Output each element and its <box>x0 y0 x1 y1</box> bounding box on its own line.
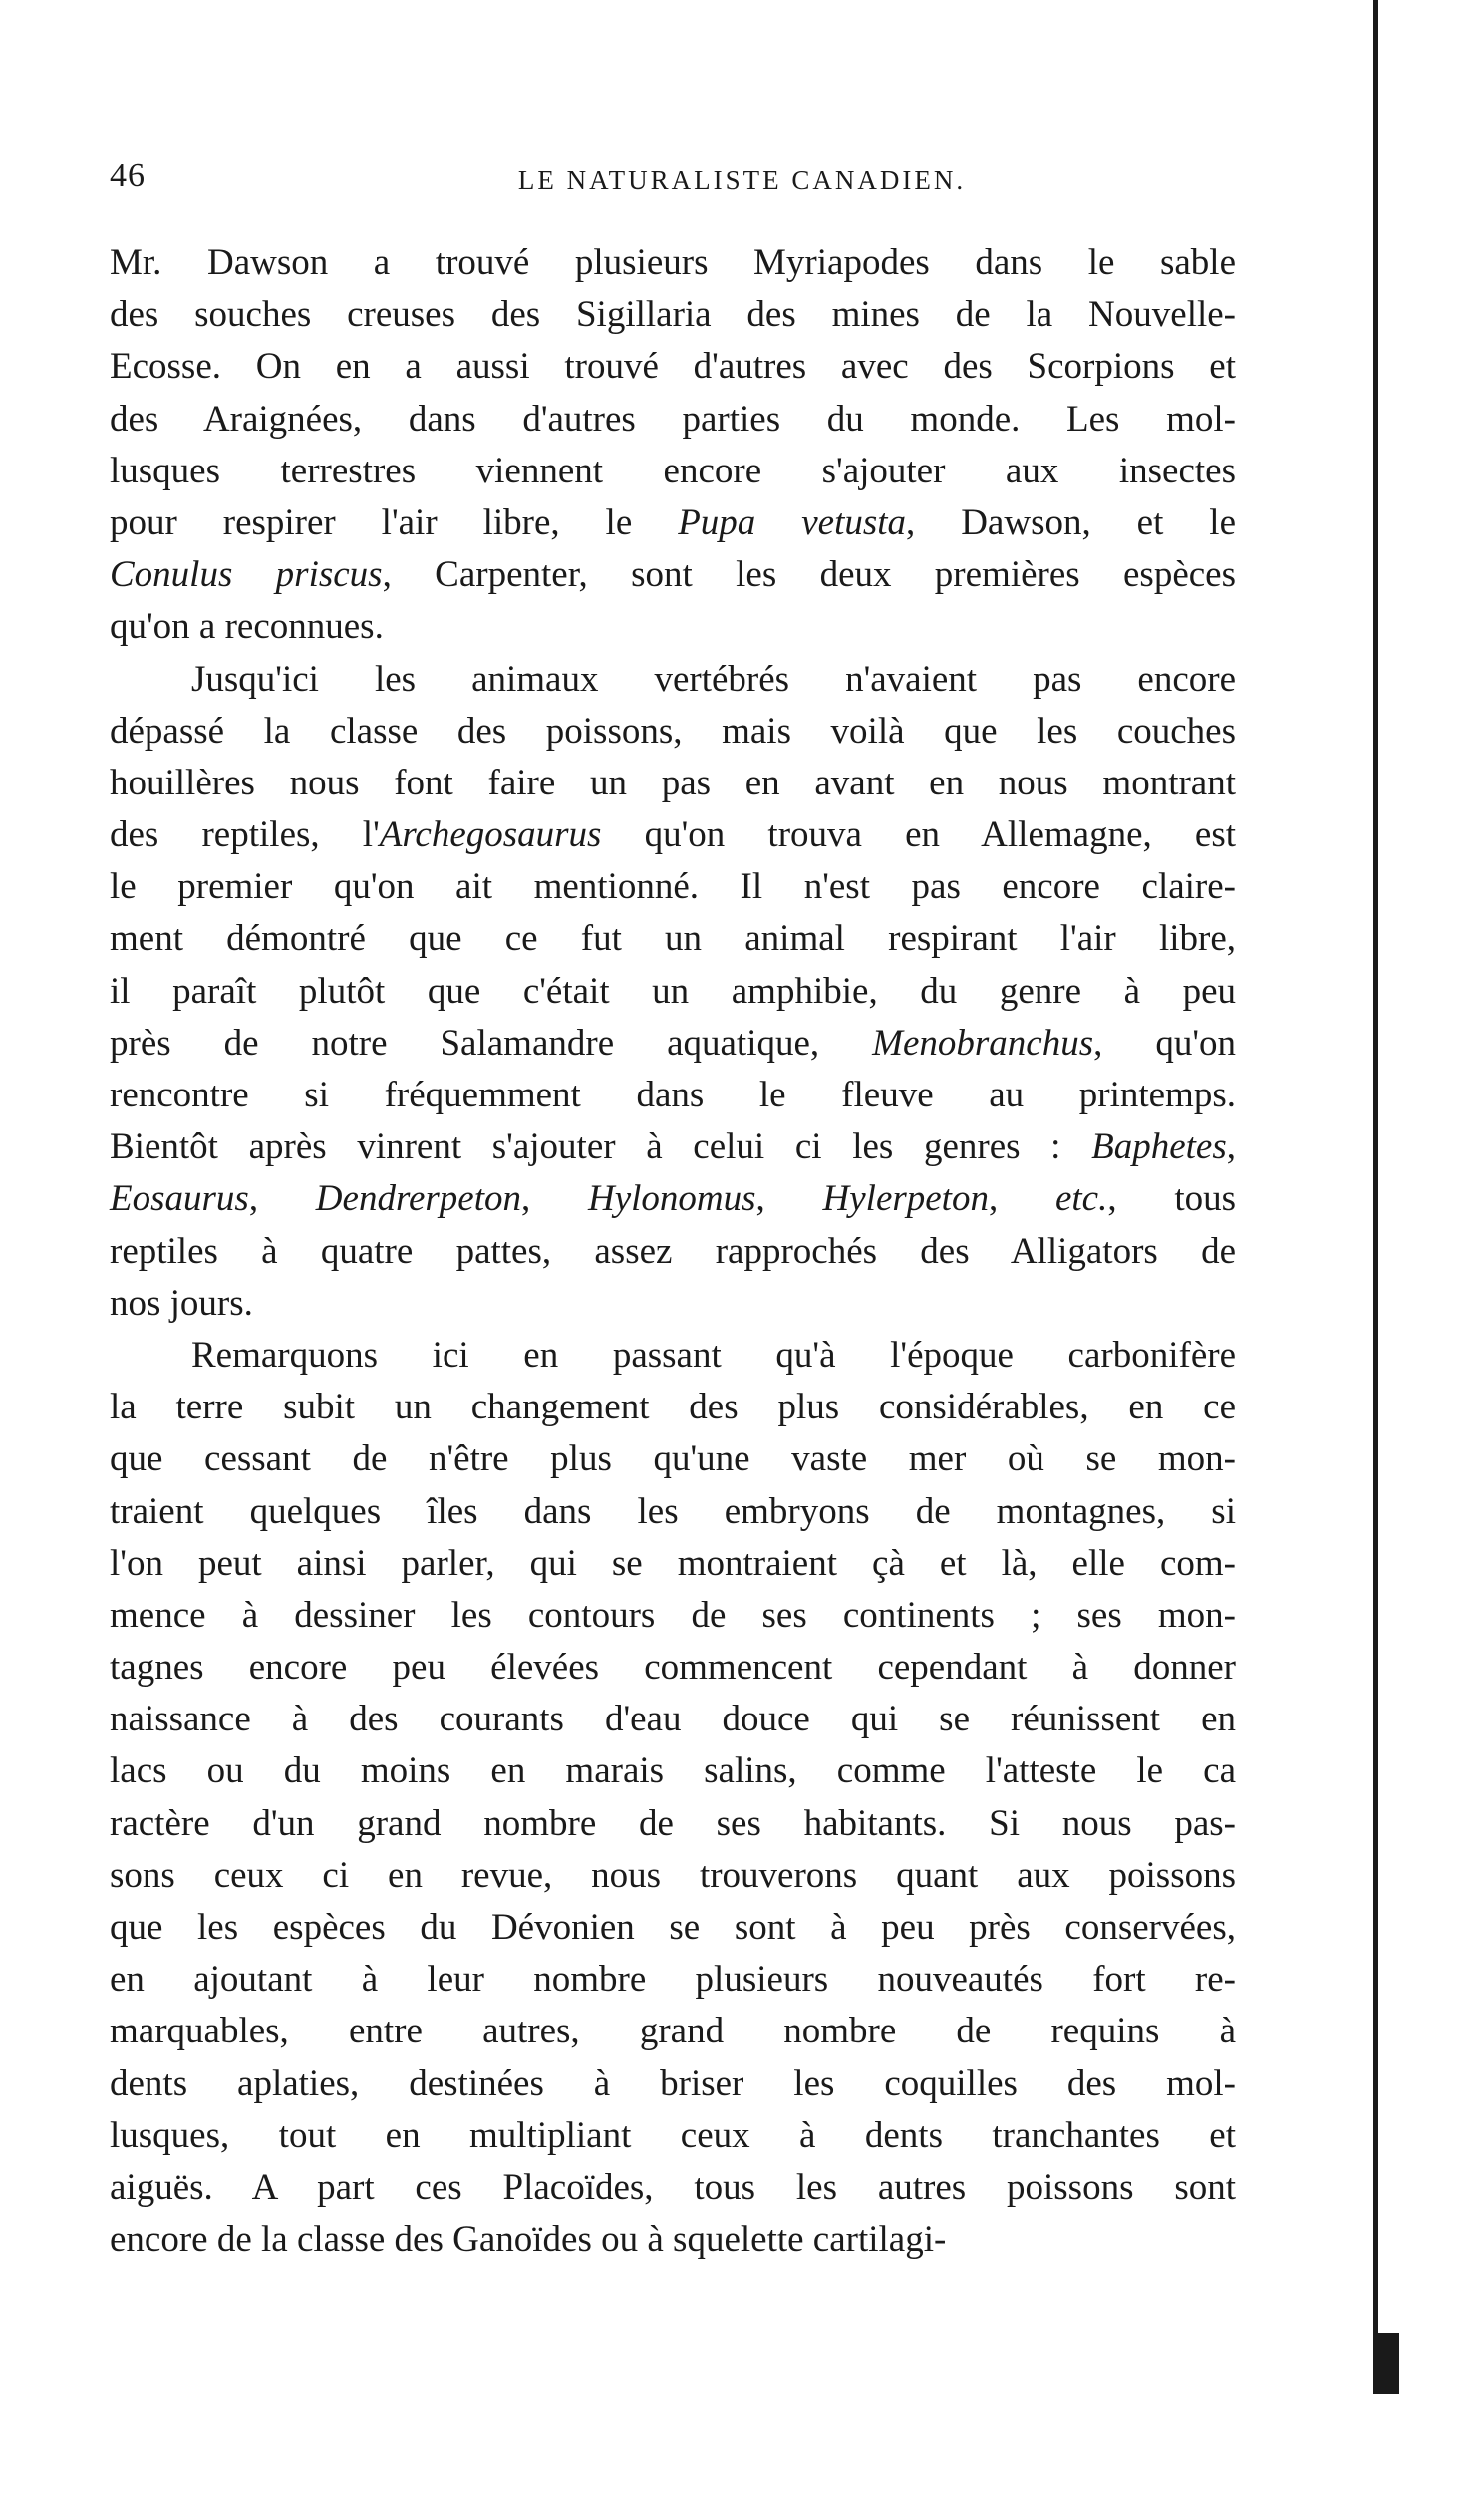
text-segment: que cessant de n'être plus qu'une vaste mer où se mon- <box>110 1438 1236 1480</box>
italic-term: Pupa vetusta <box>678 501 907 543</box>
paragraph <box>110 654 1236 1330</box>
text-segment: lusques, tout en multipliant ceux à dents tranchantes et <box>110 2114 1236 2156</box>
text-segment: lacs ou du moins en marais salins, comme l'atteste le ca <box>110 1750 1236 1792</box>
text-segment: qu'on trouva en Allemagne, est <box>601 814 1237 856</box>
text-line <box>110 1902 1236 1954</box>
text-line <box>110 966 1236 1018</box>
text-line <box>110 1018 1236 1070</box>
text-segment: rencontre si fréquemment dans le fleuve au printemps. <box>110 1075 1236 1115</box>
text-segment: marquables, entre autres, grand nombre de requins à <box>110 2011 1236 2052</box>
text-line <box>110 1850 1236 1902</box>
text-segment: , tous <box>1107 1178 1236 1220</box>
text-line <box>110 1590 1236 1642</box>
text-line <box>110 1433 1236 1485</box>
text-line <box>110 2162 1236 2214</box>
italic-term: Conulus priscus <box>110 554 383 596</box>
page-edge-rule <box>1373 0 1378 2382</box>
text-line <box>110 1382 1236 1433</box>
text-line <box>110 706 1236 758</box>
text-segment: tagnes encore peu élevées commencent cependant à donner <box>110 1647 1236 1689</box>
text-segment: naissance à des courants d'eau douce qui se réunissent en <box>110 1699 1236 1740</box>
text-segment: près de notre Salamandre aquatique, <box>110 1022 873 1064</box>
text-line <box>110 1954 1236 2006</box>
text-line <box>110 446 1236 497</box>
page-number: 46 <box>110 157 146 194</box>
italic-term: Hylonomus <box>587 1178 756 1220</box>
text-segment: lusques terrestres viennent encore s'ajouter aux insectes <box>110 450 1236 491</box>
text-segment: reptiles à quatre pattes, assez rapprochés des Alligators de <box>110 1230 1236 1272</box>
text-segment: ractère d'un grand nombre de ses habitants. Si nous pas- <box>110 1802 1236 1844</box>
text-segment: , <box>1226 1126 1236 1168</box>
text-line <box>110 2214 1236 2266</box>
text-segment: Mr. Dawson a trouvé plusieurs Myriapodes dans le sable <box>110 242 1236 283</box>
text-line <box>110 237 1236 289</box>
text-line <box>110 1330 1236 1382</box>
text-line <box>110 1121 1236 1173</box>
text-segment: nos jours. <box>110 1282 253 1324</box>
text-line <box>110 1642 1236 1694</box>
text-segment: ment démontré que ce fut un animal respirant l'air libre, <box>110 918 1236 960</box>
text-segment: houillères nous font faire un pas en avant en nous montrant <box>110 762 1236 803</box>
text-segment: , Dawson, et le <box>906 501 1236 543</box>
text-segment: aiguës. A part ces Placoïdes, tous les autres poissons sont <box>110 2166 1236 2208</box>
italic-term: Baphetes <box>1091 1126 1227 1168</box>
text-line <box>110 1538 1236 1590</box>
italic-term: Hylerpeton <box>822 1178 989 1220</box>
text-line <box>110 2058 1236 2110</box>
text-segment: que les espèces du Dévonien se sont à peu près conservées, <box>110 1907 1236 1948</box>
text-segment: , Carpenter, sont les deux premières espèces <box>382 554 1236 596</box>
text-segment: Jusqu'ici les animaux vertébrés n'avaient pas encore <box>191 658 1236 700</box>
text-segment: traient quelques îles dans les embryons de montagnes, si <box>110 1490 1236 1532</box>
text-line <box>110 1798 1236 1850</box>
text-segment: l'on peut ainsi parler, qui se montraient çà et là, elle com- <box>110 1542 1236 1584</box>
text-line <box>110 497 1236 549</box>
text-segment: des Araignées, dans d'autres parties du monde. Les mol- <box>110 398 1236 440</box>
text-segment: mence à dessiner les contours de ses continents ; ses mon- <box>110 1594 1236 1636</box>
text-segment: Bientôt après vinrent s'ajouter à celui ci les genres : <box>110 1126 1092 1168</box>
running-head: LE NATURALISTE CANADIEN. <box>517 165 967 195</box>
italic-term: Dendrerpeton <box>315 1178 521 1220</box>
text-segment: dents aplaties, destinées à briser les coquilles des mol- <box>110 2062 1236 2104</box>
text-segment: , <box>988 1178 1055 1220</box>
text-segment: , qu'on <box>1093 1022 1236 1064</box>
text-line <box>110 2110 1236 2162</box>
text-segment: , <box>248 1178 316 1220</box>
text-segment: il paraît plutôt que c'était un amphibie, du genre à peu <box>110 970 1236 1012</box>
text-segment: la terre subit un changement des plus considérables, en ce <box>110 1387 1236 1428</box>
italic-term: Eosaurus <box>110 1178 249 1220</box>
text-line <box>110 1486 1236 1538</box>
text-segment: le premier qu'on ait mentionné. Il n'est pas encore claire- <box>110 866 1236 908</box>
text-line <box>110 1070 1236 1121</box>
text-line <box>110 1226 1236 1278</box>
text-segment: des reptiles, l' <box>110 814 380 856</box>
text-segment: Ecosse. On en a aussi trouvé d'autres avec des Scorpions et <box>110 346 1236 388</box>
text-segment: des souches creuses des Sigillaria des mines de la Nouvelle- <box>110 294 1236 336</box>
text-line <box>110 549 1236 601</box>
text-segment: Remarquons ici en passant qu'à l'époque carbonifère <box>191 1334 1236 1376</box>
text-line <box>110 809 1236 861</box>
text-segment: , <box>755 1178 823 1220</box>
text-segment: , <box>521 1178 588 1220</box>
text-line <box>110 601 1236 653</box>
text-segment: qu'on a reconnues. <box>110 606 384 648</box>
text-line <box>110 394 1236 446</box>
text-line <box>110 1173 1236 1225</box>
text-line <box>110 1694 1236 1745</box>
text-line <box>110 654 1236 706</box>
italic-term: etc. <box>1054 1178 1108 1220</box>
text-line <box>110 1278 1236 1330</box>
text-line <box>110 2006 1236 2057</box>
text-line <box>110 758 1236 809</box>
text-line <box>110 861 1236 913</box>
body-text <box>110 237 1236 2266</box>
paragraph <box>110 1330 1236 2266</box>
page-edge-foot <box>1373 2333 1399 2394</box>
text-line <box>110 1745 1236 1797</box>
italic-term: Archegosaurus <box>379 814 602 856</box>
text-segment: dépassé la classe des poissons, mais voilà que les couches <box>110 710 1236 752</box>
text-line <box>110 289 1236 341</box>
text-segment: encore de la classe des Ganoïdes ou à squelette cartilagi- <box>110 2219 947 2261</box>
paragraph <box>110 237 1236 654</box>
text-segment: sons ceux ci en revue, nous trouverons quant aux poissons <box>110 1854 1236 1896</box>
text-line <box>110 913 1236 965</box>
text-segment: en ajoutant à leur nombre plusieurs nouveautés fort re- <box>110 1959 1236 2001</box>
italic-term: Menobranchus <box>872 1022 1094 1064</box>
text-segment: pour respirer l'air libre, le <box>110 501 679 543</box>
text-line <box>110 341 1236 393</box>
